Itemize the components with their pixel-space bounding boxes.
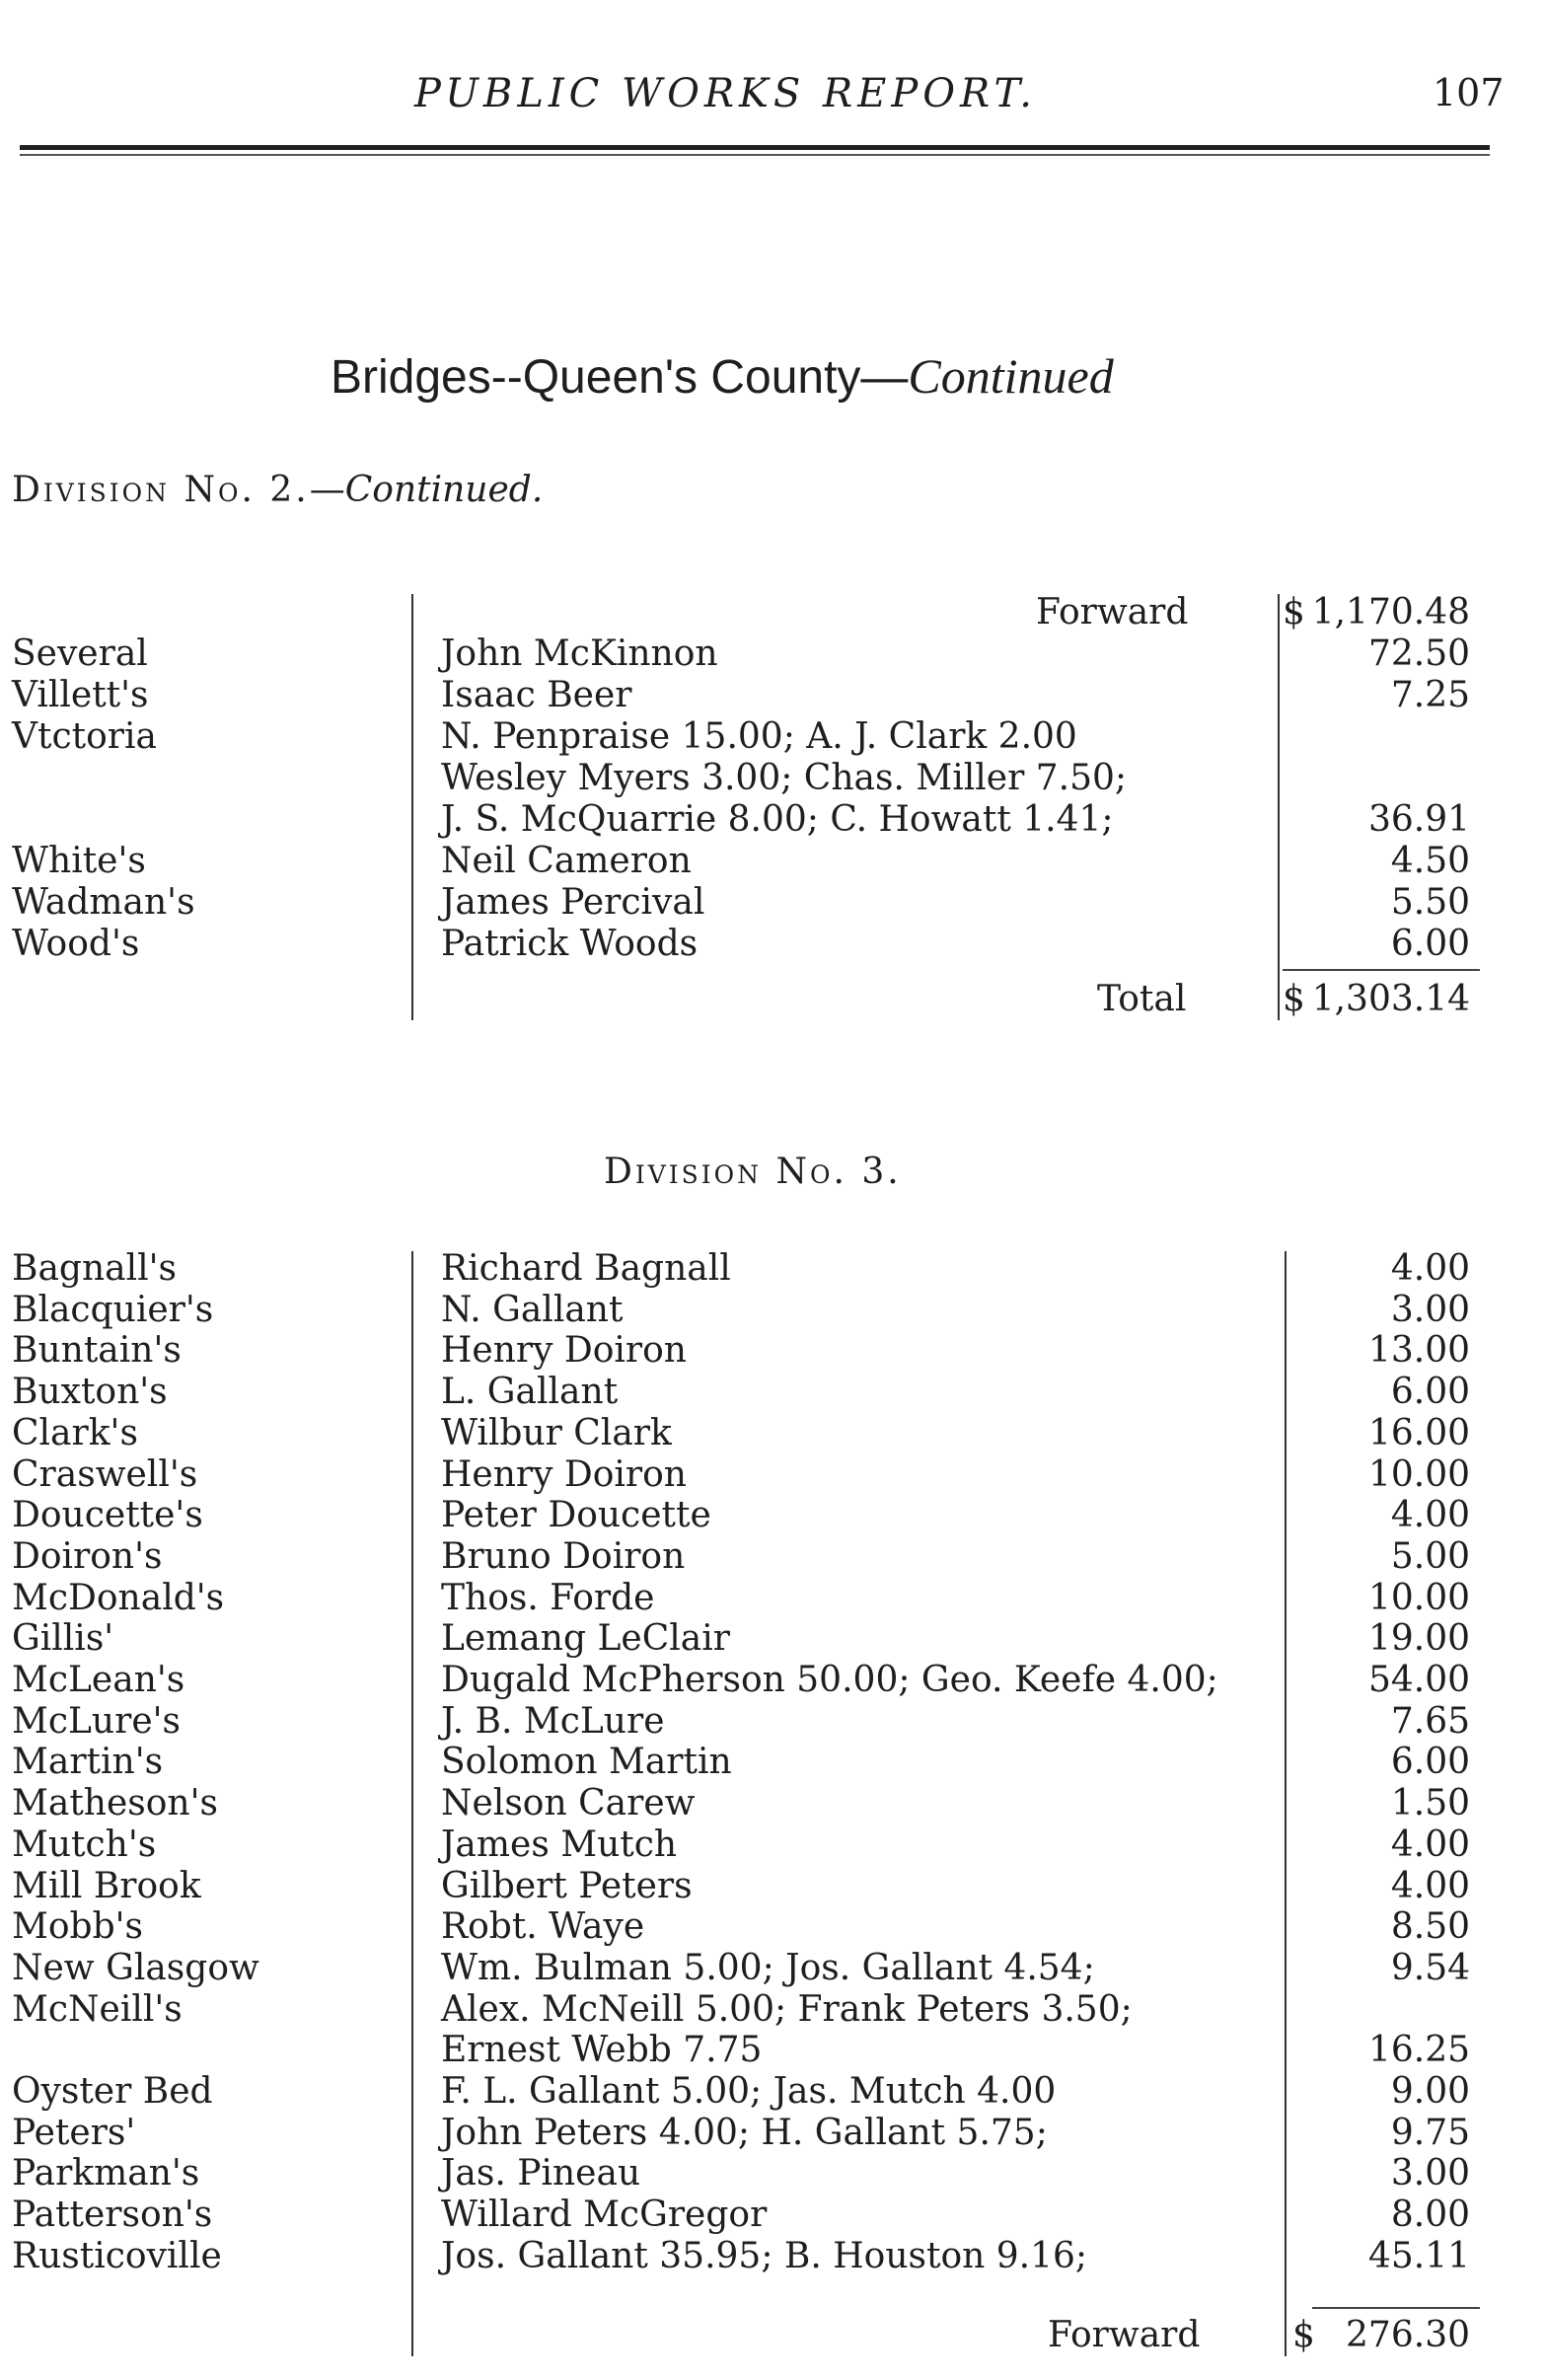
payee-name: John McKinnon	[441, 633, 718, 674]
amount-cell: 9.00	[1390, 2071, 1470, 2112]
amount-cell: 3.00	[1390, 1289, 1470, 1330]
div3-forward-amount: 276.30	[1346, 2315, 1470, 2355]
table-row	[0, 924, 1545, 965]
bridge-name: McDonald's	[12, 1577, 225, 1618]
payee-name: Solomon Martin	[441, 1742, 732, 1783]
bridge-name: Oyster Bed	[12, 2071, 213, 2112]
bridge-name: Craswell's	[12, 1453, 198, 1495]
table-row	[0, 1618, 1545, 1660]
amount-cell: 4.00	[1390, 1248, 1470, 1289]
bridge-name: Buxton's	[12, 1372, 168, 1413]
amount-cell: 7.25	[1390, 675, 1470, 715]
running-header: PUBLIC WORKS REPORT.	[414, 71, 1037, 116]
header-rule-thin	[20, 154, 1490, 156]
table-row	[0, 2071, 1545, 2113]
division-3-heading: Division No. 3.	[604, 1152, 902, 1192]
div2-forward-label: Forward	[1036, 592, 1189, 632]
table-row	[0, 882, 1545, 924]
bridge-name: New Glasgow	[12, 1947, 259, 1988]
div2-total-dollar: $	[1283, 979, 1305, 1019]
table-row	[0, 2153, 1545, 2194]
table-row	[0, 1330, 1545, 1372]
table-row	[0, 1824, 1545, 1866]
bridge-name: Mobb's	[12, 1906, 143, 1948]
payee-name: F. L. Gallant 5.00; Jas. Mutch 4.00	[441, 2071, 1057, 2112]
table-row	[0, 1783, 1545, 1824]
table-row	[0, 1989, 1545, 2031]
amount-cell: 72.50	[1367, 633, 1470, 674]
amount-cell: 4.00	[1390, 1865, 1470, 1906]
table-row	[0, 2113, 1545, 2154]
table-row	[0, 675, 1545, 716]
table-row	[0, 1948, 1545, 1989]
page-number: 107	[1433, 71, 1505, 114]
payee-name: Jas. Pineau	[441, 2153, 641, 2194]
div2-total-label: Total	[1097, 979, 1187, 1019]
payee-name: John Peters 4.00; H. Gallant 5.75;	[441, 2112, 1048, 2153]
payee-name: Robt. Waye	[441, 1906, 645, 1948]
bridge-name: Doucette's	[12, 1495, 203, 1536]
bridge-name: Blacquier's	[12, 1289, 214, 1330]
amount-cell: 4.50	[1390, 841, 1470, 881]
division-2-continued: Continued.	[344, 470, 544, 510]
payee-name: Dugald McPherson 50.00; Geo. Keefe 4.00;	[441, 1660, 1218, 1700]
bridge-name: Several	[12, 633, 148, 674]
amount-cell: 3.00	[1390, 2153, 1470, 2194]
section-title: Bridges--Queen's County—Continued	[331, 348, 1114, 404]
payee-name: Henry Doiron	[441, 1453, 687, 1495]
table-row	[0, 1866, 1545, 1907]
bridge-name: Patterson's	[12, 2194, 213, 2236]
amount-cell: 13.00	[1367, 1330, 1470, 1372]
amount-cell: 4.00	[1390, 1495, 1470, 1536]
table-row	[0, 716, 1545, 758]
bridge-name: Martin's	[12, 1742, 164, 1783]
div2-forward-dollar: $	[1283, 592, 1305, 632]
table-row	[0, 1495, 1545, 1536]
bridge-name: McLean's	[12, 1660, 185, 1700]
bridge-name: Rusticoville	[12, 2235, 222, 2276]
div3-forward-rule	[1312, 2307, 1480, 2309]
bridge-name: Wadman's	[12, 882, 195, 923]
table-row	[0, 1248, 1545, 1290]
amount-cell: 19.00	[1367, 1618, 1470, 1660]
bridge-name: White's	[12, 841, 146, 881]
payee-name: James Mutch	[441, 1823, 678, 1865]
division-2-heading: Division No. 2.—Continued.	[12, 470, 544, 510]
table-row	[0, 2030, 1545, 2071]
payee-name: Wm. Bulman 5.00; Jos. Gallant 4.54;	[441, 1947, 1095, 1988]
bridge-name: Buntain's	[12, 1330, 182, 1372]
amount-cell: 36.91	[1367, 799, 1470, 840]
amount-cell: 16.00	[1367, 1412, 1470, 1453]
table-row	[0, 1742, 1545, 1783]
table-row	[0, 1536, 1545, 1578]
amount-cell: 10.00	[1367, 1577, 1470, 1618]
table-row	[0, 841, 1545, 882]
payee-name: L. Gallant	[441, 1372, 619, 1413]
table-row	[0, 1413, 1545, 1454]
bridge-name: Wood's	[12, 924, 140, 964]
payee-name: Lemang LeClair	[441, 1618, 730, 1660]
payee-name: Wilbur Clark	[441, 1412, 672, 1453]
div2-total-amount: 1,303.14	[1311, 979, 1470, 1019]
section-title-suffix: Continued	[908, 348, 1114, 404]
amount-cell: 16.25	[1367, 2030, 1470, 2071]
amount-cell: 45.11	[1367, 2235, 1470, 2276]
table-row	[0, 2194, 1545, 2236]
amount-cell: 8.00	[1390, 2194, 1470, 2236]
payee-name: Gilbert Peters	[441, 1865, 693, 1906]
amount-cell: 4.00	[1390, 1823, 1470, 1865]
table-row	[0, 1578, 1545, 1619]
amount-cell: 6.00	[1390, 924, 1470, 964]
table-row	[0, 1290, 1545, 1331]
amount-cell: 7.65	[1390, 1700, 1470, 1742]
amount-cell: 8.50	[1390, 1906, 1470, 1948]
amount-cell: 5.00	[1390, 1535, 1470, 1577]
table-row	[0, 1906, 1545, 1948]
bridge-name: Clark's	[12, 1412, 138, 1453]
payee-name: Patrick Woods	[441, 924, 699, 964]
payee-name: Peter Doucette	[441, 1495, 711, 1536]
amount-cell: 1.50	[1390, 1783, 1470, 1824]
payee-name: Alex. McNeill 5.00; Frank Peters 3.50;	[441, 1988, 1133, 2030]
amount-cell: 9.54	[1390, 1947, 1470, 1988]
bridge-name: Villett's	[12, 675, 149, 715]
payee-name: Isaac Beer	[441, 675, 632, 715]
bridge-name: Matheson's	[12, 1783, 218, 1824]
bridge-name: Bagnall's	[12, 1248, 178, 1289]
section-title-main: Bridges--Queen's County	[331, 351, 861, 404]
bridge-name: McNeill's	[12, 1988, 183, 2030]
div3-forward-label: Forward	[1048, 2315, 1201, 2355]
payee-name: Richard Bagnall	[441, 1248, 731, 1289]
div2-forward-amount: 1,170.48	[1311, 592, 1470, 632]
bridge-name: Gillis'	[12, 1618, 114, 1660]
division-2-label: Division No. 2.	[12, 470, 310, 510]
amount-cell: 54.00	[1367, 1660, 1470, 1700]
payee-name: Bruno Doiron	[441, 1535, 686, 1577]
amount-cell: 6.00	[1390, 1742, 1470, 1783]
table-row	[0, 758, 1545, 799]
table-row	[0, 1660, 1545, 1701]
amount-cell: 9.75	[1390, 2112, 1470, 2153]
payee-name: J. S. McQuarrie 8.00; C. Howatt 1.41;	[441, 799, 1114, 840]
table-row	[0, 1372, 1545, 1413]
bridge-name: Doiron's	[12, 1535, 163, 1577]
div2-total-rule	[1283, 969, 1480, 971]
payee-name: Wesley Myers 3.00; Chas. Miller 7.50;	[441, 758, 1128, 798]
bridge-name: Mill Brook	[12, 1865, 201, 1906]
payee-name: Henry Doiron	[441, 1330, 687, 1372]
bridge-name: Vtctoria	[12, 716, 157, 757]
payee-name: N. Gallant	[441, 1289, 624, 1330]
payee-name: Nelson Carew	[441, 1783, 696, 1824]
payee-name: Jos. Gallant 35.95; B. Houston 9.16;	[441, 2235, 1088, 2276]
table-row	[0, 799, 1545, 841]
table-row	[0, 2236, 1545, 2277]
payee-name: N. Penpraise 15.00; A. J. Clark 2.00	[441, 716, 1077, 757]
bridge-name: Peters'	[12, 2112, 136, 2153]
amount-cell: 10.00	[1367, 1453, 1470, 1495]
payee-name: Thos. Forde	[441, 1577, 655, 1618]
header-rule-thick	[20, 145, 1490, 150]
payee-name: Willard McGregor	[441, 2194, 768, 2236]
payee-name: J. B. McLure	[441, 1700, 665, 1742]
bridge-name: Parkman's	[12, 2153, 200, 2194]
div3-forward-dollar: $	[1292, 2315, 1315, 2355]
table-row	[0, 633, 1545, 675]
bridge-name: Mutch's	[12, 1823, 157, 1865]
amount-cell: 5.50	[1390, 882, 1470, 923]
payee-name: Ernest Webb 7.75	[441, 2030, 763, 2071]
amount-cell: 6.00	[1390, 1372, 1470, 1413]
bridge-name: McLure's	[12, 1700, 181, 1742]
table-row	[0, 1701, 1545, 1743]
table-row	[0, 1454, 1545, 1496]
payee-name: James Percival	[441, 882, 705, 923]
payee-name: Neil Cameron	[441, 841, 692, 881]
